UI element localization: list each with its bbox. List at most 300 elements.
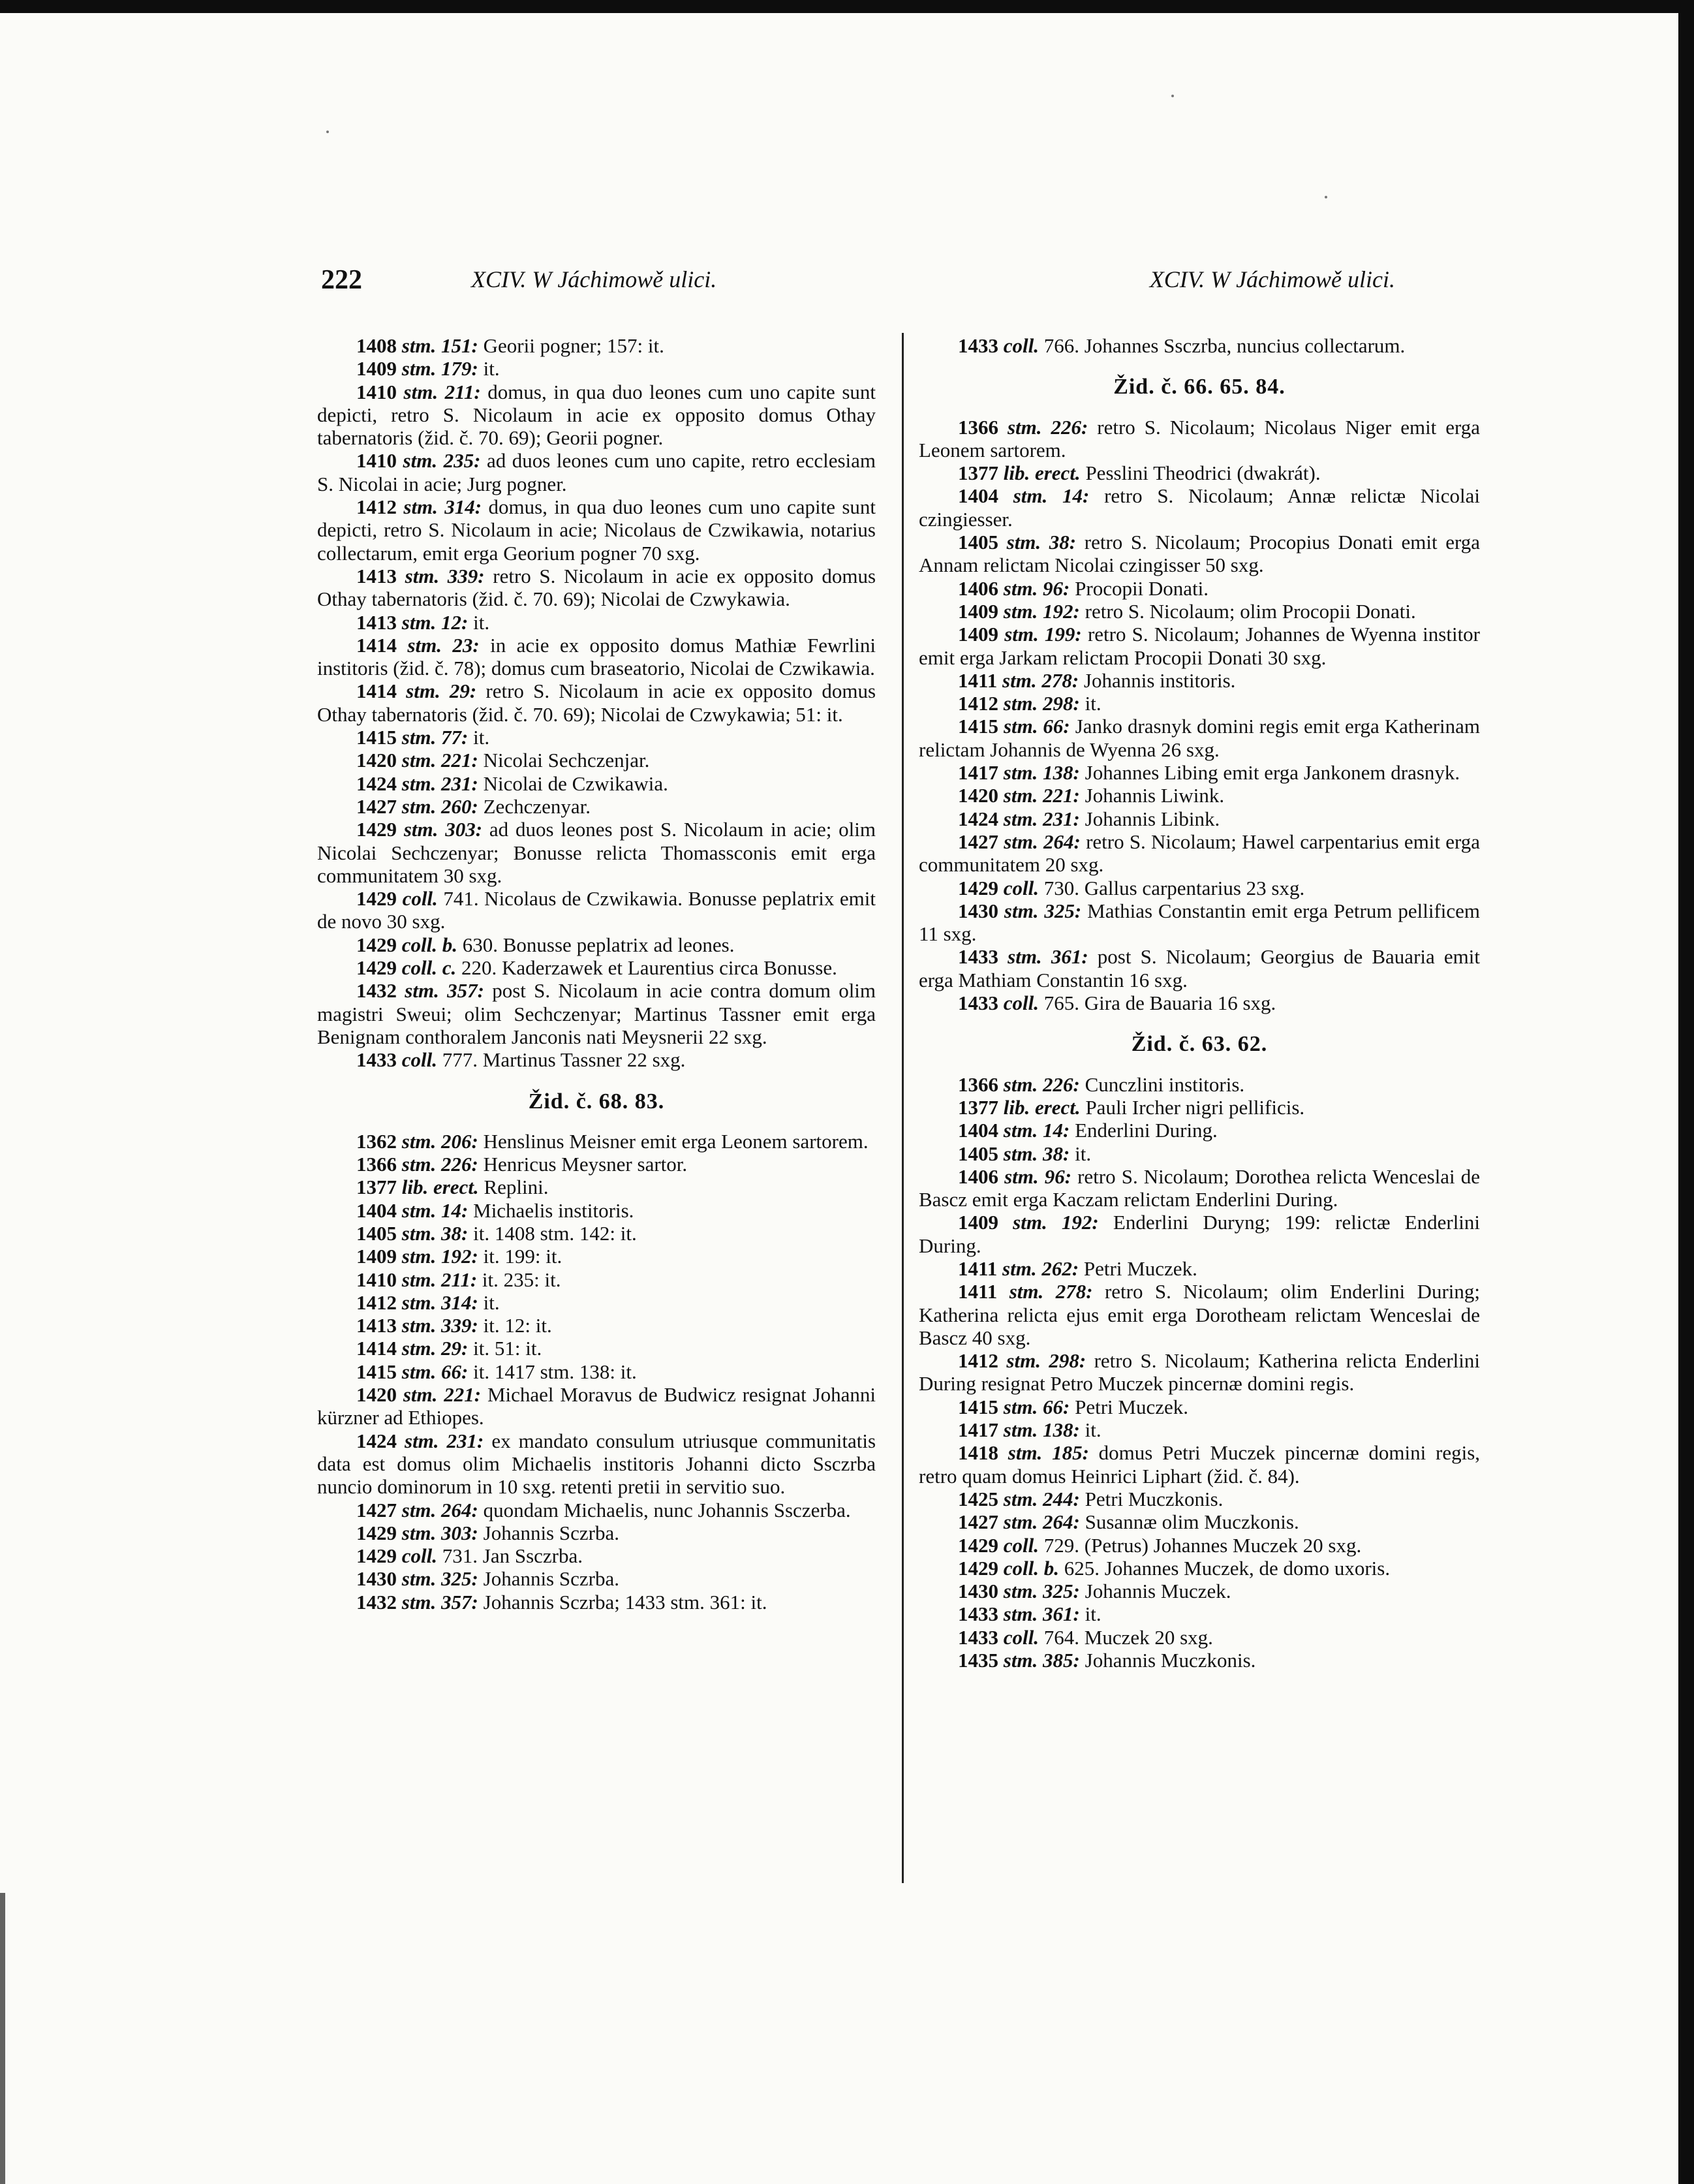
register-entry bbox=[919, 715, 1480, 761]
entry-text: Pauli Ircher nigri pellificis. bbox=[1085, 1095, 1305, 1119]
register-entry bbox=[317, 1130, 876, 1153]
entry-year: 1406 bbox=[958, 1164, 998, 1188]
entry-reference: 199: bbox=[1044, 623, 1082, 646]
entry-source: stm. bbox=[401, 357, 437, 381]
entry-reference: 14: bbox=[1043, 1119, 1070, 1142]
entry-text: Johannis Sczrba. bbox=[483, 1521, 619, 1544]
entry-year: 1429 bbox=[356, 1521, 397, 1544]
entry-source: stm. bbox=[1004, 1164, 1039, 1188]
entry-year: 1411 bbox=[958, 668, 998, 692]
entry-text: domus, in qua duo leones cum uno capite sunt depicti, retro S. Nicolaum in acie ex opposito domus Othay tabernatoris (žid. č. 70. 69); Georii pogner. bbox=[317, 380, 876, 450]
entry-year: 1406 bbox=[958, 576, 998, 600]
entry-source: stm. bbox=[401, 1221, 437, 1245]
entry-year: 1429 bbox=[958, 1533, 998, 1557]
entry-text: post S. Nicolaum; Georgius de Bauaria emit erga Mathiam Constantin 16 sxg. bbox=[919, 945, 1480, 991]
register-entry bbox=[919, 830, 1480, 877]
page-number: 222 bbox=[321, 265, 362, 295]
entry-text: Henslinus Meisner emit erga Leonem sartorem. bbox=[483, 1129, 869, 1153]
entry-reference: 244: bbox=[1043, 1487, 1080, 1510]
entry-text: it. bbox=[483, 1290, 500, 1314]
register-entry bbox=[317, 611, 876, 634]
scan-border-left bbox=[0, 1893, 5, 2184]
entry-year: 1427 bbox=[958, 1510, 998, 1534]
entry-reference: 138: bbox=[1043, 1418, 1080, 1442]
entry-year: 1433 bbox=[958, 945, 998, 969]
entry-text: Johannis Sczrba. bbox=[483, 1567, 619, 1591]
entry-source: stm. bbox=[1003, 1487, 1038, 1510]
entry-year: 1412 bbox=[958, 1349, 998, 1373]
entry-source: stm. bbox=[401, 334, 437, 357]
entry-year: 1409 bbox=[958, 599, 998, 623]
entry-reference: 278: bbox=[1055, 1280, 1093, 1303]
entry-year: 1433 bbox=[958, 991, 998, 1015]
entry-source: coll. bbox=[1003, 876, 1039, 899]
entry-reference: 325: bbox=[1043, 1580, 1080, 1603]
entry-source: stm. bbox=[1008, 1441, 1043, 1465]
register-entry bbox=[317, 795, 876, 818]
register-entry bbox=[919, 1396, 1480, 1418]
entry-text: Replini. bbox=[484, 1176, 549, 1199]
entry-source: stm. bbox=[1003, 1142, 1038, 1165]
entry-source: coll. c. bbox=[401, 956, 457, 980]
entry-year: 1418 bbox=[958, 1441, 998, 1465]
entry-source: stm. bbox=[403, 380, 439, 403]
entry-reference: 260: bbox=[441, 794, 478, 818]
register-entry bbox=[919, 334, 1480, 357]
entry-year: 1415 bbox=[356, 726, 397, 749]
entry-source: coll. bbox=[401, 1544, 437, 1568]
entry-reference: 226: bbox=[441, 1153, 478, 1176]
entry-reference: 325: bbox=[441, 1567, 478, 1591]
entry-reference: 221: bbox=[1043, 784, 1080, 807]
register-entry bbox=[317, 495, 876, 565]
register-entry bbox=[317, 334, 876, 357]
entry-reference: 138: bbox=[1043, 761, 1080, 785]
entry-year: 1427 bbox=[356, 1498, 397, 1521]
register-entry bbox=[919, 807, 1480, 830]
register-entry bbox=[317, 1544, 876, 1567]
entry-reference: 226: bbox=[1051, 415, 1088, 439]
register-entry bbox=[317, 1337, 876, 1360]
entry-year: 1413 bbox=[356, 1314, 397, 1337]
register-entry bbox=[919, 784, 1480, 807]
register-entry bbox=[317, 818, 876, 887]
register-entry bbox=[919, 531, 1480, 577]
register-entry bbox=[919, 1649, 1480, 1672]
entry-reference: 66: bbox=[1043, 1395, 1070, 1418]
entry-reference: 96: bbox=[1043, 576, 1070, 600]
entry-source: stm. bbox=[1003, 692, 1038, 715]
entry-year: 1429 bbox=[958, 1556, 998, 1580]
running-head-left: XCIV. W Jáchimowě ulici. bbox=[471, 266, 717, 292]
entry-reference: 298: bbox=[1043, 692, 1080, 715]
register-entry bbox=[919, 1257, 1480, 1280]
entry-reference: 264: bbox=[441, 1498, 478, 1521]
entry-reference: 23: bbox=[452, 633, 480, 657]
register-entry bbox=[919, 1119, 1480, 1142]
entry-reference: 38: bbox=[441, 1221, 469, 1245]
entry-text: Mathias Constantin emit erga Petrum pellificem 11 sxg. bbox=[919, 899, 1481, 946]
register-entry bbox=[317, 1048, 876, 1071]
entry-text: 764. Muczek 20 sxg. bbox=[1043, 1625, 1213, 1649]
entry-text: retro S. Nicolaum in acie ex opposito domus Othay tabernatoris (žid. č. 70. 69); Nicolai de Czwykawia; 51: it. bbox=[317, 679, 876, 726]
entry-source: stm. bbox=[1013, 484, 1048, 508]
register-entry bbox=[317, 1314, 876, 1337]
entry-text: retro S. Nicolaum in acie ex opposito domus Othay tabernatoris (žid. č. 70. 69); Nicolai de Czwykawia. bbox=[317, 564, 876, 611]
entry-text: domus Petri Muczek pincernæ domini regis, retro quam domus Heinrici Liphart (žid. č. 84). bbox=[919, 1441, 1481, 1488]
entry-year: 1408 bbox=[356, 334, 397, 357]
entry-reference: 151: bbox=[441, 334, 478, 357]
entry-text: Johannis institoris. bbox=[1083, 668, 1236, 692]
entry-text: ad duos leones cum uno capite, retro ecclesiam S. Nicolai in acie; Jurg pogner. bbox=[317, 449, 876, 495]
entry-year: 1405 bbox=[958, 1142, 998, 1165]
scan-speck bbox=[1171, 95, 1174, 97]
entry-year: 1404 bbox=[356, 1198, 397, 1222]
register-entry bbox=[919, 1488, 1480, 1510]
section-heading: Žid. č. 63. 62. bbox=[1131, 1032, 1268, 1057]
register-entry bbox=[919, 692, 1480, 715]
entry-year: 1415 bbox=[958, 1395, 998, 1418]
register-entry bbox=[919, 600, 1480, 623]
entry-source: stm. bbox=[401, 1498, 437, 1521]
entry-year: 1433 bbox=[958, 1602, 998, 1626]
entry-text: Petri Muczkonis. bbox=[1085, 1487, 1224, 1510]
register-entry bbox=[317, 1521, 876, 1544]
entry-reference: 303: bbox=[445, 818, 483, 841]
entry-text: Zechczenyar. bbox=[483, 794, 591, 818]
entry-year: 1412 bbox=[356, 495, 397, 519]
entry-source: coll. b. bbox=[401, 933, 457, 956]
entry-source: stm. bbox=[401, 1268, 437, 1291]
page-header bbox=[321, 264, 1395, 304]
entry-reference: 38: bbox=[1043, 1142, 1070, 1165]
entry-year: 1430 bbox=[356, 1567, 397, 1591]
entry-source: stm. bbox=[1003, 1510, 1038, 1534]
entry-text: Cunczlini institoris. bbox=[1085, 1072, 1245, 1096]
entry-source: stm. bbox=[1003, 1418, 1038, 1442]
entry-year: 1366 bbox=[356, 1153, 397, 1176]
entry-year: 1433 bbox=[958, 334, 998, 357]
entry-year: 1430 bbox=[958, 1580, 998, 1603]
entry-text: ad duos leones post S. Nicolaum in acie; olim Nicolai Sechczenyar; Bonusse relicta Thomassconis emit erga communitatem 30 sxg. bbox=[317, 818, 876, 887]
register-entry bbox=[317, 565, 876, 611]
entry-year: 1429 bbox=[356, 1544, 397, 1568]
entry-source: stm. bbox=[401, 1129, 437, 1153]
entry-text: domus, in qua duo leones cum uno capite sunt depicti, retro S. Nicolaum in acie; Nicolaus de Czwikawia, notarius collectarum, emit erga Georium pogner 70 sxg. bbox=[317, 495, 876, 565]
register-entry bbox=[317, 979, 876, 1048]
entry-reference: 298: bbox=[1049, 1349, 1086, 1373]
entry-source: stm. bbox=[1003, 715, 1038, 738]
entry-source: stm. bbox=[401, 1360, 437, 1383]
entry-reference: 14: bbox=[441, 1198, 469, 1222]
entry-source: stm. bbox=[401, 749, 437, 772]
entry-text: it. bbox=[473, 726, 490, 749]
entry-year: 1424 bbox=[356, 1429, 397, 1452]
entry-text: post S. Nicolaum in acie contra domum olim magistri Sweui; olim Sechczenyar; Martinus Tassner emit erga Benignam conthoralem Janconis nati Meysnerii 22 sxg. bbox=[317, 979, 876, 1048]
register-entry bbox=[317, 1291, 876, 1314]
entry-year: 1417 bbox=[958, 761, 998, 785]
entry-reference: 185: bbox=[1052, 1441, 1089, 1465]
entry-text: 220. Kaderzawek et Laurentius circa Bonusse. bbox=[461, 956, 837, 980]
register-entry bbox=[317, 956, 876, 979]
entry-year: 1409 bbox=[958, 1211, 998, 1234]
entry-year: 1430 bbox=[958, 899, 998, 922]
entry-source: lib. erect. bbox=[1003, 1095, 1081, 1119]
entry-text: quondam Michaelis, nunc Johannis Ssczerba. bbox=[483, 1498, 851, 1521]
entry-source: stm. bbox=[1004, 830, 1038, 853]
register-entry bbox=[919, 1602, 1480, 1625]
entry-year: 1412 bbox=[356, 1290, 397, 1314]
entry-year: 1425 bbox=[958, 1487, 998, 1510]
entry-year: 1432 bbox=[356, 1590, 397, 1614]
entry-text: it. bbox=[1085, 1602, 1101, 1626]
register-entry bbox=[919, 577, 1480, 600]
entry-reference: 29: bbox=[441, 1337, 469, 1360]
entry-source: stm. bbox=[401, 1245, 437, 1268]
register-entry bbox=[317, 726, 876, 749]
entry-source: stm. bbox=[401, 1590, 437, 1614]
entry-text: Johannis Sczrba; 1433 stm. 361: it. bbox=[483, 1590, 767, 1614]
entry-year: 1404 bbox=[958, 484, 998, 508]
entry-reference: 262: bbox=[1041, 1256, 1079, 1280]
entry-text: it. 1408 stm. 142: it. bbox=[473, 1221, 637, 1245]
entry-text: Janko drasnyk domini regis emit erga Katherinam relictam Johannis de Wyenna 26 sxg. bbox=[919, 715, 1481, 761]
entry-year: 1433 bbox=[356, 1048, 397, 1072]
entry-reference: 357: bbox=[441, 1590, 478, 1614]
entry-source: coll. bbox=[1003, 991, 1039, 1015]
entry-text: retro S. Nicolaum; Procopius Donati emit erga Annam relictam Nicolai czingisser 50 sxg. bbox=[919, 531, 1481, 577]
entry-reference: 192: bbox=[1043, 599, 1080, 623]
entry-year: 1414 bbox=[356, 1337, 397, 1360]
entry-reference: 211: bbox=[441, 1268, 478, 1291]
entry-reference: 339: bbox=[447, 564, 485, 587]
entry-reference: 29: bbox=[449, 679, 477, 703]
entry-year: 1413 bbox=[356, 564, 397, 587]
entry-reference: 231: bbox=[441, 772, 478, 795]
register-entry bbox=[919, 877, 1480, 899]
running-head-right: XCIV. W Jáchimowě ulici. bbox=[1149, 266, 1395, 292]
register-entry bbox=[317, 1245, 876, 1268]
register-entry bbox=[919, 1211, 1480, 1257]
entry-source: stm. bbox=[405, 1429, 439, 1452]
register-entry bbox=[317, 933, 876, 956]
entry-year: 1427 bbox=[958, 830, 998, 853]
entry-source: stm. bbox=[1003, 1072, 1038, 1096]
entry-source: stm. bbox=[407, 633, 442, 657]
register-entry bbox=[919, 669, 1480, 692]
entry-source: stm. bbox=[401, 726, 437, 749]
register-entry bbox=[919, 1418, 1480, 1441]
entry-year: 1429 bbox=[958, 876, 998, 899]
entry-year: 1415 bbox=[356, 1360, 397, 1383]
entry-text: 630. Bonusse peplatrix ad leones. bbox=[462, 933, 735, 956]
entry-source: stm. bbox=[1006, 531, 1041, 554]
register-entry bbox=[919, 1510, 1480, 1533]
entry-text: 777. Martinus Tassner 22 sxg. bbox=[442, 1048, 686, 1072]
entry-year: 1415 bbox=[958, 715, 998, 738]
register-entry bbox=[317, 1499, 876, 1521]
entry-reference: 221: bbox=[444, 1383, 482, 1407]
entry-source: stm. bbox=[401, 1314, 437, 1337]
entry-source: stm. bbox=[403, 495, 438, 519]
entry-text: 765. Gira de Bauaria 16 sxg. bbox=[1043, 991, 1276, 1015]
entry-reference: 96: bbox=[1044, 1164, 1072, 1188]
entry-year: 1404 bbox=[958, 1119, 998, 1142]
entry-source: stm. bbox=[405, 564, 440, 587]
register-entry bbox=[317, 357, 876, 380]
entry-source: stm. bbox=[401, 1567, 437, 1591]
register-entry bbox=[317, 749, 876, 772]
entry-text: retro S. Nicolaum; Katherina relicta Enderlini During resignat Petro Muczek pincernæ domini regis. bbox=[919, 1349, 1480, 1396]
entry-reference: 278: bbox=[1041, 668, 1079, 692]
entry-year: 1420 bbox=[958, 784, 998, 807]
register-entry bbox=[317, 1360, 876, 1383]
entry-text: Susannæ olim Muczkonis. bbox=[1085, 1510, 1299, 1534]
entry-source: stm. bbox=[401, 1153, 437, 1176]
entry-year: 1429 bbox=[356, 818, 397, 841]
entry-source: stm. bbox=[1003, 1649, 1038, 1672]
register-entry bbox=[919, 1580, 1480, 1602]
entry-text: retro S. Nicolaum; Annæ relictæ Nicolai czingiesser. bbox=[919, 484, 1481, 531]
entry-source: stm. bbox=[401, 1337, 437, 1360]
register-entry bbox=[919, 1165, 1480, 1211]
scan-border-top bbox=[0, 0, 1694, 13]
entry-text: it. 1417 stm. 138: it. bbox=[473, 1360, 637, 1383]
entry-year: 1405 bbox=[356, 1221, 397, 1245]
entry-year: 1377 bbox=[958, 461, 998, 485]
entry-reference: 314: bbox=[441, 1290, 478, 1314]
register-entry bbox=[317, 1222, 876, 1245]
entry-source: stm. bbox=[1003, 576, 1038, 600]
register-entry bbox=[317, 772, 876, 795]
entry-text: Petri Muczek. bbox=[1075, 1395, 1189, 1418]
entry-source: stm. bbox=[401, 1198, 437, 1222]
register-entry bbox=[317, 1567, 876, 1590]
entry-source: stm. bbox=[1013, 1211, 1047, 1234]
entry-source: coll. bbox=[1003, 1533, 1039, 1557]
register-entry bbox=[317, 1153, 876, 1176]
entry-source: stm. bbox=[1003, 761, 1038, 785]
entry-year: 1411 bbox=[958, 1256, 998, 1280]
entry-reference: 179: bbox=[441, 357, 478, 381]
register-entry bbox=[317, 1268, 876, 1291]
entry-text: ex mandato consulum utriusque communitatis data est domus olim Michaelis institoris Johanni dicto Ssczrba nuncio dominorum in 10 sxg. retenti pretii in servitio suo. bbox=[317, 1429, 876, 1499]
register-entry bbox=[919, 1557, 1480, 1580]
entry-source: stm. bbox=[1003, 1119, 1038, 1142]
entry-source: coll. bbox=[401, 1048, 437, 1072]
entry-year: 1427 bbox=[356, 794, 397, 818]
register-entry bbox=[919, 945, 1480, 991]
entry-source: stm. bbox=[1003, 1580, 1038, 1603]
entry-text: in acie ex opposito domus Mathiæ Fewrlini institoris (žid. č. 78); domus cum braseatorio, Nicolai de Czwikawia. bbox=[317, 633, 876, 680]
entry-year: 1433 bbox=[958, 1625, 998, 1649]
entry-source: stm. bbox=[403, 449, 438, 473]
entry-source: stm. bbox=[401, 1290, 437, 1314]
entry-year: 1417 bbox=[958, 1418, 998, 1442]
entry-year: 1411 bbox=[958, 1280, 998, 1303]
entry-text: Enderlini During. bbox=[1075, 1119, 1218, 1142]
entry-text: it. 12: it. bbox=[483, 1314, 552, 1337]
register-entry bbox=[919, 461, 1480, 484]
entry-source: stm. bbox=[1003, 807, 1038, 830]
entry-year: 1412 bbox=[958, 692, 998, 715]
entry-text: it. bbox=[473, 610, 490, 634]
register-entry bbox=[317, 381, 876, 450]
entry-source: stm. bbox=[403, 1383, 438, 1407]
entry-year: 1377 bbox=[356, 1176, 397, 1199]
entry-source: stm. bbox=[1003, 599, 1038, 623]
entry-reference: 264: bbox=[1043, 1510, 1080, 1534]
entry-text: it. bbox=[1075, 1142, 1092, 1165]
entry-source: coll. bbox=[402, 887, 438, 911]
register-entry bbox=[919, 1096, 1480, 1119]
entry-year: 1366 bbox=[958, 415, 998, 439]
entry-text: retro S. Nicolaum; olim Enderlini During; Katherina relicta ejus emit erga Dorotheam relictam Wenceslai de Bascz 40 sxg. bbox=[919, 1280, 1481, 1349]
register-entry bbox=[317, 634, 876, 680]
left-column bbox=[317, 334, 876, 1614]
entry-reference: 235: bbox=[443, 449, 481, 473]
entry-reference: 231: bbox=[446, 1429, 484, 1452]
entry-year: 1414 bbox=[356, 679, 397, 703]
entry-text: Johannis Muczek. bbox=[1085, 1580, 1231, 1603]
entry-year: 1362 bbox=[356, 1129, 397, 1153]
register-entry bbox=[317, 449, 876, 495]
entry-text: Nicolai de Czwikawia. bbox=[483, 772, 668, 795]
entry-source: stm. bbox=[401, 794, 437, 818]
entry-text: Johannis Liwink. bbox=[1085, 784, 1225, 807]
register-entry bbox=[919, 416, 1480, 462]
entry-text: it. 51: it. bbox=[473, 1337, 542, 1360]
entry-source: coll. bbox=[1003, 1625, 1039, 1649]
entry-text: it. bbox=[483, 357, 500, 381]
entry-reference: 192: bbox=[441, 1245, 478, 1268]
section-heading: Žid. č. 66. 65. 84. bbox=[1113, 375, 1286, 399]
entry-text: Enderlini Duryng; 199: relictæ Enderlini During. bbox=[919, 1211, 1481, 1257]
scan-speck bbox=[326, 131, 329, 133]
entry-year: 1409 bbox=[356, 357, 397, 381]
entry-reference: 314: bbox=[444, 495, 482, 519]
entry-year: 1424 bbox=[356, 772, 397, 795]
register-entry bbox=[317, 679, 876, 726]
entry-source: stm. bbox=[401, 610, 437, 634]
entry-text: retro S. Nicolaum; Nicolaus Niger emit erga Leonem sartorem. bbox=[919, 415, 1481, 461]
entry-text: retro S. Nicolaum; Hawel carpentarius emit erga communitatem 20 sxg. bbox=[919, 830, 1481, 877]
entry-year: 1429 bbox=[356, 956, 397, 980]
entry-source: stm. bbox=[1003, 784, 1038, 807]
register-entry bbox=[919, 1441, 1480, 1488]
entry-source: stm. bbox=[1003, 1602, 1038, 1626]
entry-reference: 66: bbox=[1043, 715, 1070, 738]
entry-text: it. 199: it. bbox=[483, 1245, 562, 1268]
register-entry bbox=[919, 761, 1480, 784]
entry-reference: 361: bbox=[1043, 1602, 1080, 1626]
entry-reference: 264: bbox=[1043, 830, 1081, 853]
scan-speck bbox=[1325, 196, 1327, 198]
entry-source: stm. bbox=[1002, 668, 1037, 692]
entry-reference: 206: bbox=[441, 1129, 478, 1153]
entry-text: Pesslini Theodrici (dwakrát). bbox=[1085, 461, 1321, 485]
entry-year: 1424 bbox=[958, 807, 998, 830]
entry-year: 1429 bbox=[356, 887, 397, 911]
entry-year: 1409 bbox=[958, 623, 998, 646]
entry-text: it. bbox=[1085, 1418, 1101, 1442]
register-entry bbox=[317, 1383, 876, 1429]
entry-source: stm. bbox=[1007, 415, 1042, 439]
entry-year: 1420 bbox=[356, 1383, 397, 1407]
register-entry bbox=[919, 1626, 1480, 1649]
entry-source: stm. bbox=[403, 818, 439, 841]
entry-text: Michael Moravus de Budwicz resignat Johanni kürzner ad Ethiopes. bbox=[317, 1383, 876, 1429]
